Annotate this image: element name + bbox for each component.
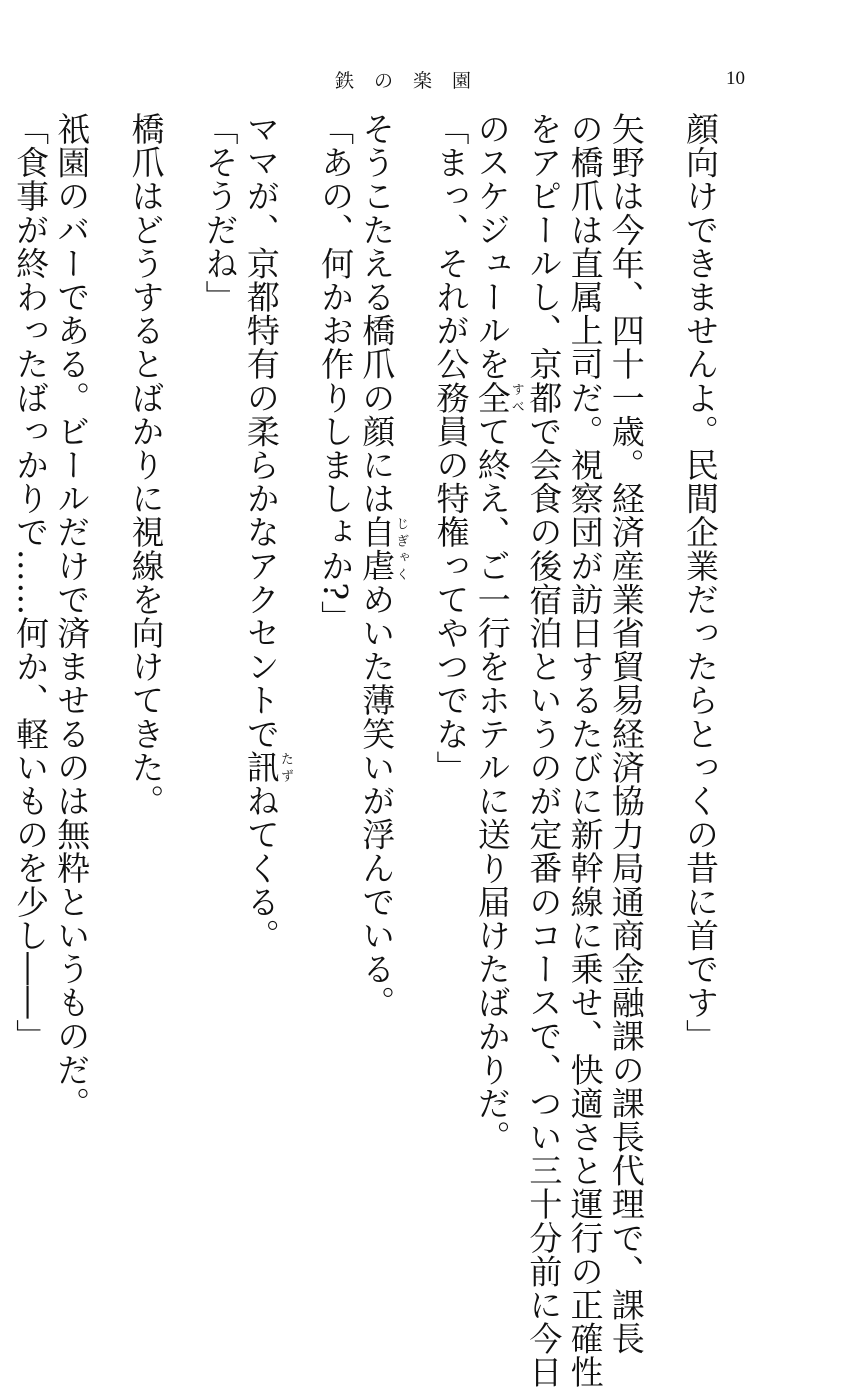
text-line: 矢野は今年、四十一歳。経済産業省貿易経済協力局通商金融課の課長代理で、課長 — [606, 112, 646, 1356]
ruby-base: 訊 — [241, 750, 281, 785]
text-line — [471, 112, 523, 1152]
text-line — [241, 112, 315, 1152]
text-segment: めいた薄笑いが浮んでいる。 — [357, 582, 397, 1020]
ruby-word — [357, 515, 409, 583]
text-line: 「まっ、それが公務員の特権ってやつでな」 — [431, 112, 471, 784]
ruby-word — [241, 750, 293, 785]
ruby-reading: すべ — [508, 380, 524, 415]
text-line: 顔向けできませんよ。民間企業だったらとっくの昔に首です」 — [681, 112, 720, 1053]
text-line: の橋爪は直属上司だ。視察団が訪日するたびに新幹線に乗せ、快適さと運行の正確性 — [565, 112, 605, 1389]
ruby-reading: じぎゃく — [393, 515, 409, 583]
text-line — [356, 112, 430, 1152]
ruby-reading: たず — [277, 750, 293, 784]
ruby-base: 自虐 — [357, 515, 397, 583]
text-line: 「そうだね」 — [200, 112, 240, 314]
text-segment: のスケジュールを — [472, 112, 512, 381]
page-number: 10 — [726, 68, 745, 89]
text-segment: そうこたえる橋爪の顔には — [357, 112, 397, 516]
running-header-title: 鉄の楽園 — [335, 70, 492, 92]
text-segment: ねてくる。 — [241, 784, 281, 953]
text-segment: て終え、ご一行をホテルに送り届けたばかりだ。 — [472, 414, 512, 1154]
text-line — [0, 112, 10, 1152]
text-segment: ママが、京都特有の柔らかなアクセントで — [241, 112, 281, 751]
text-line: 「食事が終わったばっかりで……何か、軽いものを少し――」 — [11, 112, 51, 1053]
ruby-word — [472, 380, 524, 415]
text-line: 橋爪はどうするとばかりに視線を向けてきた。 — [126, 112, 166, 818]
text-line: 「あの、何かお作りしましょか?」 — [316, 112, 356, 635]
ruby-base: 全 — [472, 380, 512, 415]
text-line: 祇園のバーである。ビールだけで済ませるのは無粋というものだ。 — [52, 112, 92, 1120]
text-line: をアピールし、京都で会食の後宿泊というのが定番のコースで、つい三十分前に今日 — [524, 112, 564, 1389]
body-text — [0, 112, 721, 1389]
